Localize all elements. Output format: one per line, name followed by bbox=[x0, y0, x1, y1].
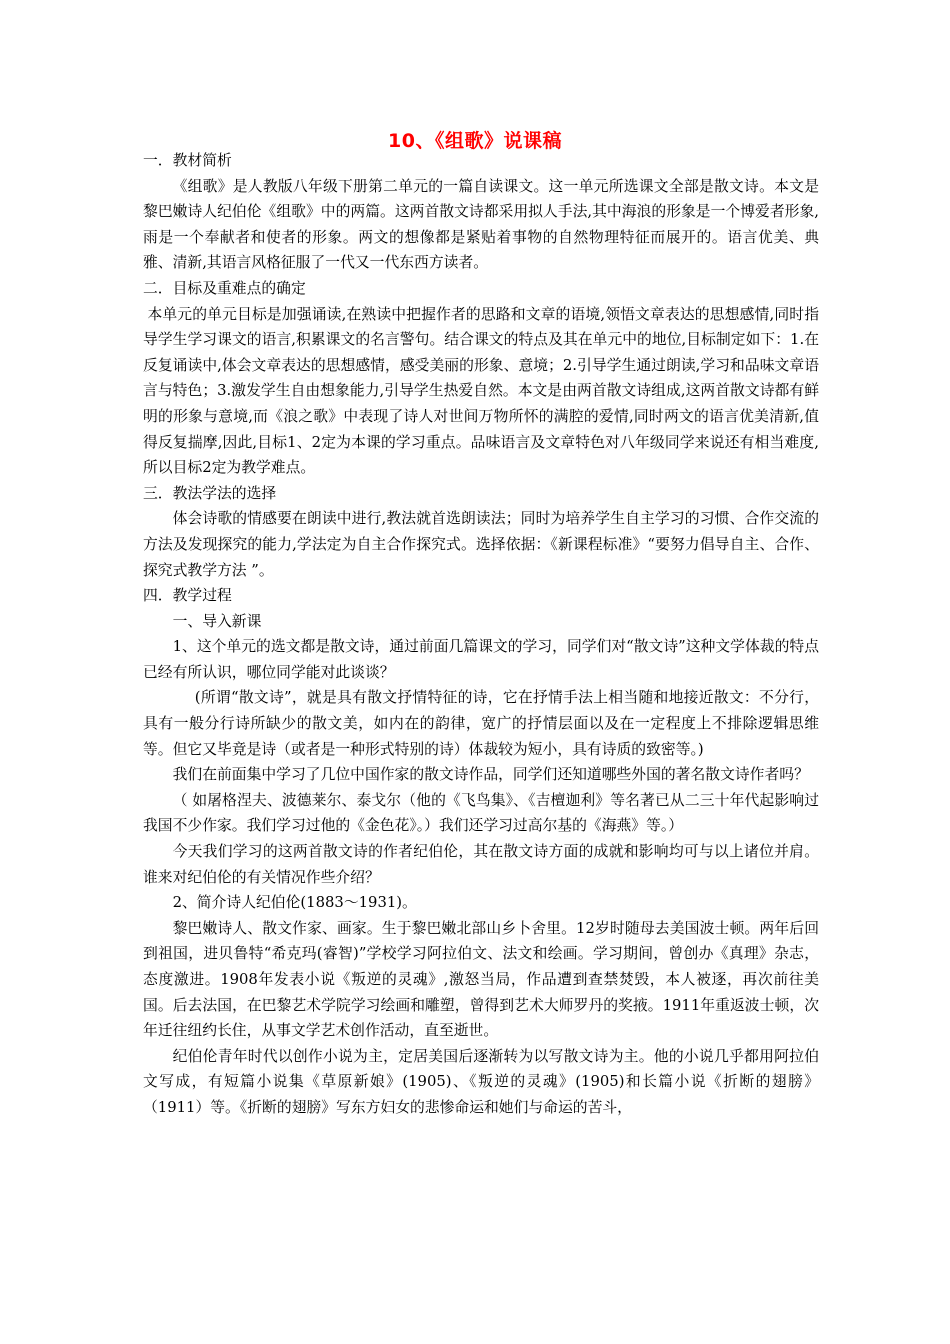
paragraph: 今天我们学习的这两首散文诗的作者纪伯伦，其在散文诗方面的成就和影响均可与以上诸位并肩。谁来对纪伯伦的有关情况作些介绍？ bbox=[143, 843, 819, 886]
paragraph: 纪伯伦青年时代以创作小说为主，定居美国后逐渐转为以写散文诗为主。他的小说几乎都用阿拉伯文写成，有短篇小说集《草原新娘》(1905)、《叛逆的灵魂》(1905)和长篇小说《折断的翅膀》（1911）等。《折断的翅膀》写东方妇女的悲惨命运和她们与命运的苦斗， bbox=[143, 1047, 819, 1116]
paragraph: 体会诗歌的情感要在朗读中进行,教法就首选朗读法；同时为培养学生自主学习的习惯、合作交流的方法及发现探究的能力,学法定为自主合作探究式。选择依据：《新课程标准》“要努力倡导自主、合作、探究式教学方法 ”。 bbox=[143, 510, 819, 579]
section-heading: 四．教学过程 bbox=[143, 587, 232, 605]
paragraph: 黎巴嫩诗人、散文作家、画家。生于黎巴嫩北部山乡卜舍里。12岁时随母去美国波士顿。两年后回到祖国，进贝鲁特“希克玛(睿智)”学校学习阿拉伯文、法文和绘画。学习期间，曾创办《真理》杂志，态度激进。1908年发表小说《叛逆的灵魂》,激怒当局，作品遭到查禁焚毁，本人被逐，再次前往美国。后去法国，在巴黎艺术学院学习绘画和雕塑，曾得到艺术大师罗丹的奖掖。1911年重返波士顿，次年迁往纽约长住，从事文学艺术创作活动，直至逝世。 bbox=[143, 919, 819, 1040]
paragraph: 《组歌》是人教版八年级下册第二单元的一篇自读课文。这一单元所选课文全部是散文诗。本文是黎巴嫩诗人纪伯伦《组歌》中的两篇。这两首散文诗都采用拟人手法,其中海浪的形象是一个博爱者形象,雨是一个奉献者和使者的形象。两文的想像都是紧贴着事物的自然物理特征而展开的。语言优美、典雅、清新,其语言风格征服了一代又一代东西方读者。 bbox=[143, 177, 819, 272]
section-heading: 一．教材简析 bbox=[143, 152, 232, 169]
paragraph: 我们在前面集中学习了几位中国作家的散文诗作品，同学们还知道哪些外国的著名散文诗作者吗？ bbox=[172, 766, 809, 784]
section-heading: 二．目标及重难点的确定 bbox=[143, 279, 306, 297]
paragraph: 2、简介诗人纪伯伦(1883～1931)。 bbox=[172, 894, 417, 912]
paragraph: 一、导入新课 bbox=[172, 612, 262, 630]
paragraph: 1、这个单元的选文都是散文诗，通过前面几篇课文的学习，同学们对“散文诗”这种文学体裁的特点已经有所认识，哪位同学能对此谈谈？ bbox=[143, 638, 819, 681]
document-title: 10、《组歌》说课稿 bbox=[388, 130, 562, 152]
paragraph: （ 如屠格涅夫、波德莱尔、泰戈尔（他的《飞鸟集》、《吉檀迦利》等名著已从二三十年代起影响过我国不少作家。我们学习过他的《金色花》。）我们还学习过高尔基的《海燕》等。） bbox=[143, 791, 819, 835]
section-heading: 三．教法学法的选择 bbox=[143, 484, 277, 502]
paragraph: 本单元的单元目标是加强诵读,在熟读中把握作者的思路和文章的语境,领悟文章表达的思想感情,同时指导学生学习课文的语言,积累课文的名言警句。结合课文的特点及其在单元中的地位,目标制定如下：1.在反复诵读中,体会文章表达的思想感情，感受美丽的形象、意境；2.引导学生通过朗读,学习和品味文章语言与特色；3.激发学生自由想象能力,引导学生热爱自然。本文是由两首散文诗组成,这两首散文诗都有鲜明的形象与意境,而《浪之歌》中表现了诗人对世间万物所怀的满腔的爱情,同时两文的语言优美清新,值得反复揣摩,因此,目标1、2定为本课的学习重点。品味语言及文章特色对八年级同学来说还有相当难度,所以目标2定为教学难点。 bbox=[143, 305, 819, 477]
document-body bbox=[143, 148, 819, 1121]
paragraph: (所谓“散文诗”，就是具有散文抒情特征的诗，它在抒情手法上相当随和地接近散文：不分行，具有一般分行诗所缺少的散文美，如内在的韵律，宽广的抒情层面以及在一定程度上不排除逻辑思维等。但它又毕竟是诗（或者是一种形式特别的诗）体裁较为短小，具有诗质的致密等。) bbox=[143, 689, 819, 758]
